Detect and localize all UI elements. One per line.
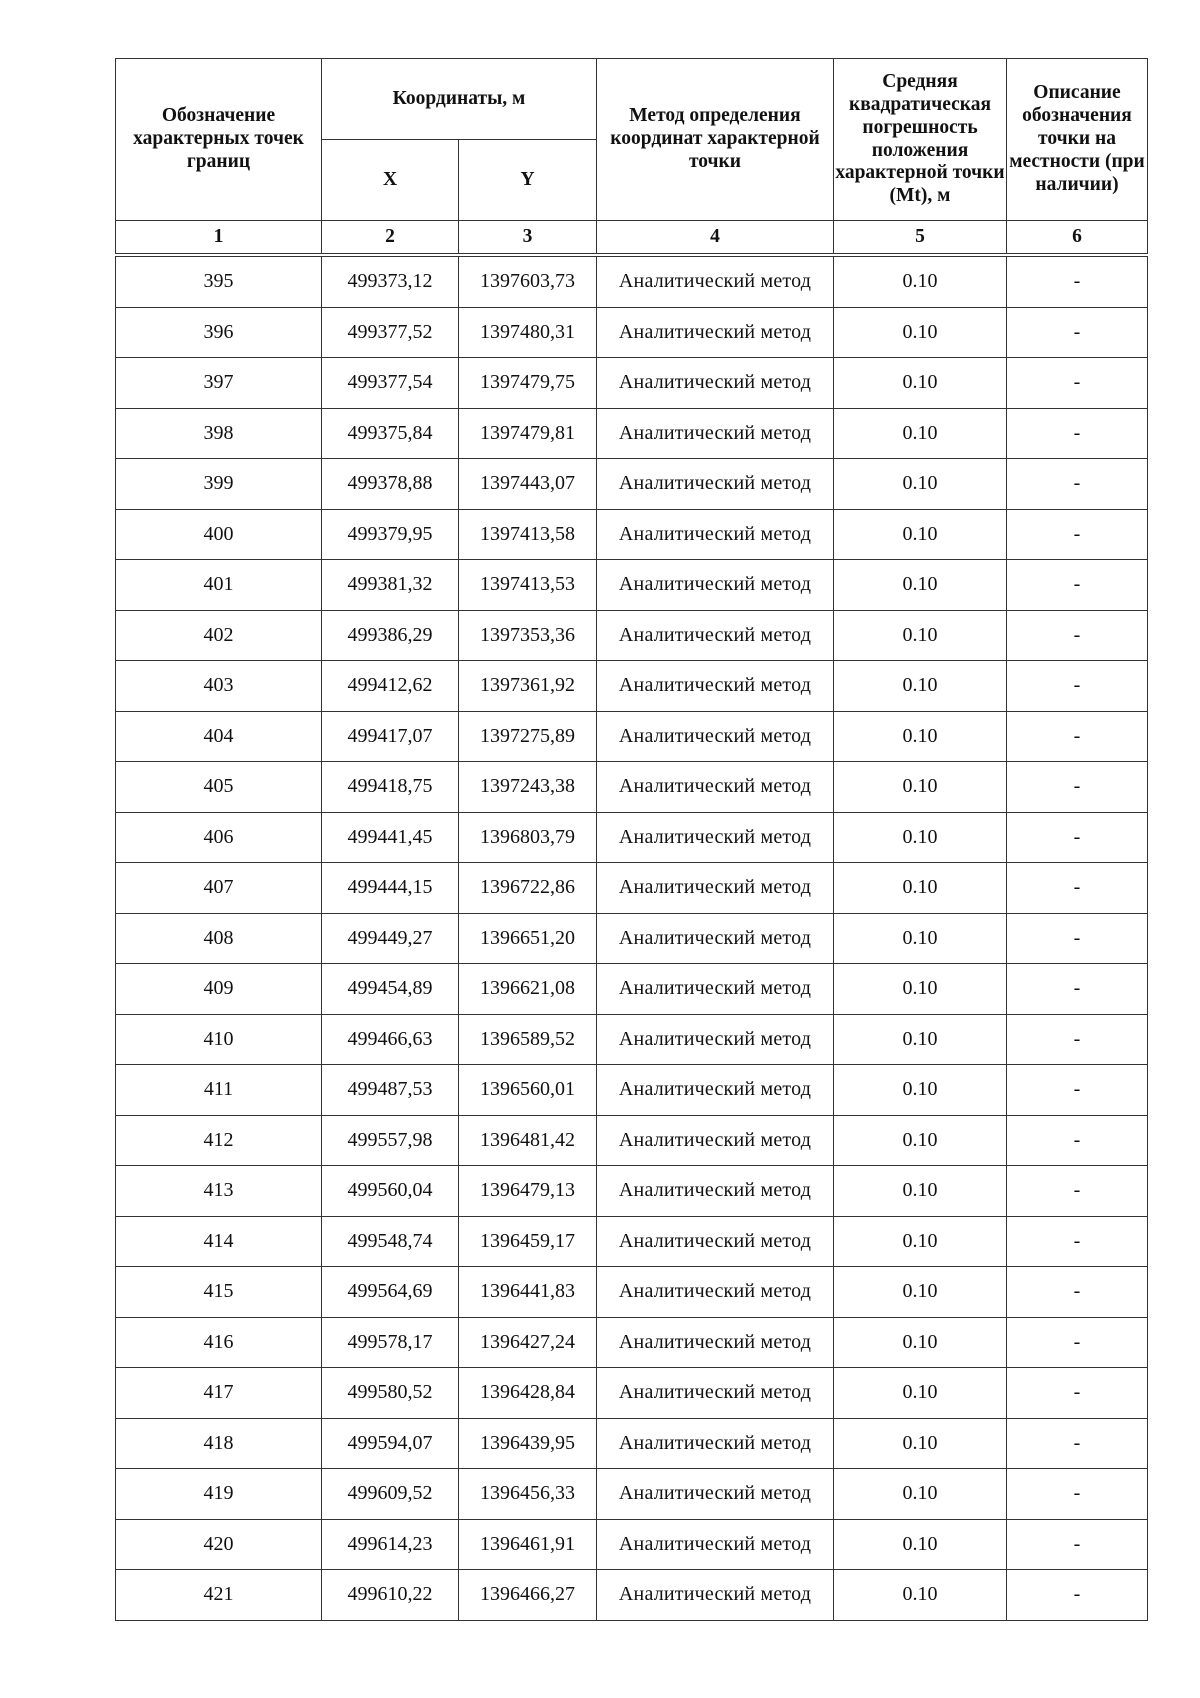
cell-x: 499548,74 — [322, 1216, 459, 1267]
cell-y: 1396621,08 — [459, 964, 597, 1015]
cell-y: 1396560,01 — [459, 1065, 597, 1116]
cell-mean-error: 0.10 — [834, 509, 1007, 560]
cell-x: 499412,62 — [322, 661, 459, 712]
cell-y: 1396651,20 — [459, 913, 597, 964]
cell-method: Аналитический метод — [597, 1368, 834, 1419]
table-row — [116, 358, 1148, 409]
cell-mean-error: 0.10 — [834, 257, 1007, 308]
cell-method: Аналитический метод — [597, 1216, 834, 1267]
cell-description: - — [1007, 509, 1148, 560]
cell-point-id: 409 — [116, 964, 322, 1015]
cell-description: - — [1007, 560, 1148, 611]
cell-y: 1396441,83 — [459, 1267, 597, 1318]
cell-y: 1397413,53 — [459, 560, 597, 611]
cell-mean-error: 0.10 — [834, 863, 1007, 914]
cell-mean-error: 0.10 — [834, 358, 1007, 409]
cell-x: 499560,04 — [322, 1166, 459, 1217]
cell-method: Аналитический метод — [597, 762, 834, 813]
cell-mean-error: 0.10 — [834, 1267, 1007, 1318]
cell-mean-error: 0.10 — [834, 812, 1007, 863]
cell-method: Аналитический метод — [597, 1469, 834, 1520]
cell-point-id: 419 — [116, 1469, 322, 1520]
table-row — [116, 1014, 1148, 1065]
cell-method: Аналитический метод — [597, 560, 834, 611]
cell-description: - — [1007, 257, 1148, 308]
cell-y: 1397480,31 — [459, 307, 597, 358]
cell-mean-error: 0.10 — [834, 1519, 1007, 1570]
cell-mean-error: 0.10 — [834, 1418, 1007, 1469]
cell-mean-error: 0.10 — [834, 964, 1007, 1015]
table-row — [116, 1570, 1148, 1621]
cell-x: 499377,52 — [322, 307, 459, 358]
cell-x: 499386,29 — [322, 610, 459, 661]
cell-mean-error: 0.10 — [834, 1014, 1007, 1065]
table-row — [116, 913, 1148, 964]
column-number: 2 — [322, 221, 459, 254]
cell-method: Аналитический метод — [597, 257, 834, 308]
cell-y: 1396456,33 — [459, 1469, 597, 1520]
table-row — [116, 1115, 1148, 1166]
cell-x: 499557,98 — [322, 1115, 459, 1166]
cell-method: Аналитический метод — [597, 459, 834, 510]
cell-description: - — [1007, 1519, 1148, 1570]
header-y: Y — [459, 140, 597, 221]
cell-description: - — [1007, 1570, 1148, 1621]
cell-mean-error: 0.10 — [834, 1216, 1007, 1267]
cell-mean-error: 0.10 — [834, 408, 1007, 459]
cell-x: 499441,45 — [322, 812, 459, 863]
cell-point-id: 402 — [116, 610, 322, 661]
cell-mean-error: 0.10 — [834, 661, 1007, 712]
coordinates-table — [115, 256, 1148, 1621]
column-number: 4 — [597, 221, 834, 254]
cell-method: Аналитический метод — [597, 711, 834, 762]
cell-method: Аналитический метод — [597, 1115, 834, 1166]
cell-point-id: 404 — [116, 711, 322, 762]
cell-x: 499373,12 — [322, 257, 459, 308]
cell-mean-error: 0.10 — [834, 307, 1007, 358]
cell-description: - — [1007, 1317, 1148, 1368]
cell-x: 499609,52 — [322, 1469, 459, 1520]
cell-mean-error: 0.10 — [834, 560, 1007, 611]
table-row — [116, 610, 1148, 661]
header-coordinates: Координаты, м — [322, 59, 597, 140]
cell-method: Аналитический метод — [597, 1418, 834, 1469]
table-row — [116, 408, 1148, 459]
table-row — [116, 1368, 1148, 1419]
cell-method: Аналитический метод — [597, 1519, 834, 1570]
cell-mean-error: 0.10 — [834, 1166, 1007, 1217]
cell-x: 499580,52 — [322, 1368, 459, 1419]
cell-point-id: 410 — [116, 1014, 322, 1065]
cell-point-id: 397 — [116, 358, 322, 409]
table-row — [116, 1216, 1148, 1267]
cell-description: - — [1007, 1166, 1148, 1217]
cell-x: 499594,07 — [322, 1418, 459, 1469]
cell-description: - — [1007, 711, 1148, 762]
table-row — [116, 964, 1148, 1015]
cell-x: 499454,89 — [322, 964, 459, 1015]
cell-method: Аналитический метод — [597, 1570, 834, 1621]
cell-description: - — [1007, 1368, 1148, 1419]
cell-description: - — [1007, 1267, 1148, 1318]
cell-description: - — [1007, 762, 1148, 813]
cell-point-id: 406 — [116, 812, 322, 863]
cell-description: - — [1007, 812, 1148, 863]
cell-x: 499610,22 — [322, 1570, 459, 1621]
header-point-designation: Обозначение характерных точек границ — [116, 59, 322, 221]
cell-description: - — [1007, 964, 1148, 1015]
cell-mean-error: 0.10 — [834, 1317, 1007, 1368]
cell-point-id: 415 — [116, 1267, 322, 1318]
cell-description: - — [1007, 1115, 1148, 1166]
cell-point-id: 407 — [116, 863, 322, 914]
cell-point-id: 420 — [116, 1519, 322, 1570]
cell-y: 1396459,17 — [459, 1216, 597, 1267]
cell-mean-error: 0.10 — [834, 711, 1007, 762]
cell-method: Аналитический метод — [597, 408, 834, 459]
cell-description: - — [1007, 307, 1148, 358]
cell-point-id: 414 — [116, 1216, 322, 1267]
cell-y: 1396466,27 — [459, 1570, 597, 1621]
table-row — [116, 1469, 1148, 1520]
cell-x: 499418,75 — [322, 762, 459, 813]
cell-method: Аналитический метод — [597, 307, 834, 358]
cell-x: 499417,07 — [322, 711, 459, 762]
cell-point-id: 401 — [116, 560, 322, 611]
cell-y: 1396722,86 — [459, 863, 597, 914]
cell-point-id: 416 — [116, 1317, 322, 1368]
table-row — [116, 711, 1148, 762]
cell-point-id: 405 — [116, 762, 322, 813]
cell-point-id: 395 — [116, 257, 322, 308]
cell-x: 499564,69 — [322, 1267, 459, 1318]
cell-mean-error: 0.10 — [834, 1115, 1007, 1166]
cell-y: 1397443,07 — [459, 459, 597, 510]
table-row — [116, 1317, 1148, 1368]
cell-y: 1397275,89 — [459, 711, 597, 762]
table-row — [116, 257, 1148, 308]
cell-mean-error: 0.10 — [834, 1469, 1007, 1520]
cell-y: 1396427,24 — [459, 1317, 597, 1368]
cell-point-id: 411 — [116, 1065, 322, 1116]
table-row — [116, 509, 1148, 560]
header-method: Метод определения координат характерной точки — [597, 59, 834, 221]
cell-point-id: 399 — [116, 459, 322, 510]
cell-method: Аналитический метод — [597, 863, 834, 914]
cell-y: 1396439,95 — [459, 1418, 597, 1469]
cell-description: - — [1007, 863, 1148, 914]
table-row — [116, 1418, 1148, 1469]
cell-description: - — [1007, 610, 1148, 661]
table-row — [116, 1519, 1148, 1570]
table-row — [116, 812, 1148, 863]
cell-description: - — [1007, 1418, 1148, 1469]
cell-x: 499487,53 — [322, 1065, 459, 1116]
table-row — [116, 307, 1148, 358]
cell-x: 499614,23 — [322, 1519, 459, 1570]
cell-mean-error: 0.10 — [834, 762, 1007, 813]
cell-method: Аналитический метод — [597, 661, 834, 712]
cell-description: - — [1007, 913, 1148, 964]
cell-point-id: 403 — [116, 661, 322, 712]
cell-y: 1397413,58 — [459, 509, 597, 560]
header-mean-error: Средняя квадратическая погрешность положения характерной точки (Mt), м — [834, 59, 1007, 221]
cell-point-id: 398 — [116, 408, 322, 459]
cell-x: 499378,88 — [322, 459, 459, 510]
header-x: X — [322, 140, 459, 221]
table-row — [116, 560, 1148, 611]
column-number: 5 — [834, 221, 1007, 254]
cell-point-id: 396 — [116, 307, 322, 358]
cell-mean-error: 0.10 — [834, 1065, 1007, 1116]
cell-y: 1397353,36 — [459, 610, 597, 661]
cell-point-id: 417 — [116, 1368, 322, 1419]
header-description: Описание обозначения точки на местности (при наличии) — [1007, 59, 1148, 221]
cell-method: Аналитический метод — [597, 610, 834, 661]
table-row — [116, 459, 1148, 510]
cell-y: 1396803,79 — [459, 812, 597, 863]
table-header — [115, 58, 1148, 254]
cell-x: 499578,17 — [322, 1317, 459, 1368]
cell-method: Аналитический метод — [597, 1317, 834, 1368]
cell-method: Аналитический метод — [597, 812, 834, 863]
table-row — [116, 1267, 1148, 1318]
cell-description: - — [1007, 1065, 1148, 1116]
table-row — [116, 762, 1148, 813]
cell-method: Аналитический метод — [597, 913, 834, 964]
table-row — [116, 863, 1148, 914]
cell-mean-error: 0.10 — [834, 1570, 1007, 1621]
cell-mean-error: 0.10 — [834, 1368, 1007, 1419]
cell-description: - — [1007, 358, 1148, 409]
cell-point-id: 412 — [116, 1115, 322, 1166]
cell-x: 499377,54 — [322, 358, 459, 409]
cell-y: 1396481,42 — [459, 1115, 597, 1166]
cell-x: 499466,63 — [322, 1014, 459, 1065]
cell-description: - — [1007, 1014, 1148, 1065]
column-number: 3 — [459, 221, 597, 254]
cell-method: Аналитический метод — [597, 1065, 834, 1116]
cell-method: Аналитический метод — [597, 1014, 834, 1065]
cell-point-id: 400 — [116, 509, 322, 560]
cell-mean-error: 0.10 — [834, 913, 1007, 964]
table-row — [116, 1065, 1148, 1116]
cell-description: - — [1007, 408, 1148, 459]
column-number: 6 — [1007, 221, 1148, 254]
cell-method: Аналитический метод — [597, 1166, 834, 1217]
cell-y: 1397479,75 — [459, 358, 597, 409]
cell-mean-error: 0.10 — [834, 459, 1007, 510]
cell-method: Аналитический метод — [597, 1267, 834, 1318]
cell-y: 1397479,81 — [459, 408, 597, 459]
cell-description: - — [1007, 1216, 1148, 1267]
cell-method: Аналитический метод — [597, 358, 834, 409]
cell-y: 1397243,38 — [459, 762, 597, 813]
cell-x: 499449,27 — [322, 913, 459, 964]
table-row — [116, 661, 1148, 712]
cell-method: Аналитический метод — [597, 964, 834, 1015]
cell-point-id: 413 — [116, 1166, 322, 1217]
cell-y: 1396461,91 — [459, 1519, 597, 1570]
cell-x: 499375,84 — [322, 408, 459, 459]
cell-y: 1397361,92 — [459, 661, 597, 712]
cell-y: 1396479,13 — [459, 1166, 597, 1217]
cell-x: 499381,32 — [322, 560, 459, 611]
table-row — [116, 1166, 1148, 1217]
cell-y: 1396589,52 — [459, 1014, 597, 1065]
cell-x: 499444,15 — [322, 863, 459, 914]
cell-description: - — [1007, 459, 1148, 510]
cell-y: 1396428,84 — [459, 1368, 597, 1419]
cell-mean-error: 0.10 — [834, 610, 1007, 661]
cell-description: - — [1007, 1469, 1148, 1520]
cell-description: - — [1007, 661, 1148, 712]
cell-point-id: 408 — [116, 913, 322, 964]
cell-point-id: 418 — [116, 1418, 322, 1469]
column-number: 1 — [116, 221, 322, 254]
cell-y: 1397603,73 — [459, 257, 597, 308]
cell-point-id: 421 — [116, 1570, 322, 1621]
cell-x: 499379,95 — [322, 509, 459, 560]
cell-method: Аналитический метод — [597, 509, 834, 560]
